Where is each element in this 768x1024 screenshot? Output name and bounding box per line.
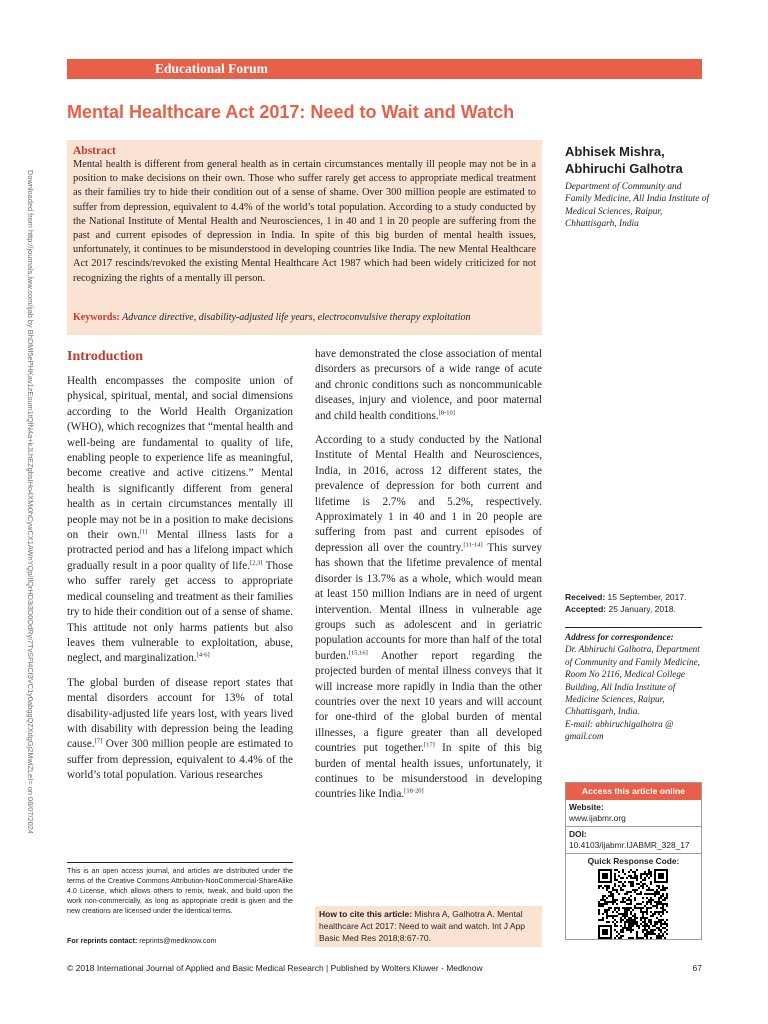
citation-ref[interactable]: [2,3]	[250, 559, 263, 567]
text-run: have demonstrated the close association of mental disorders as precursors of a wide range of acute and chronic conditions such as noncommunicable diseases, injury and violence, and poor maternal and child health conditions.	[315, 348, 542, 422]
footer-copyright: © 2018 International Journal of Applied and Basic Medical Research | Published by Wolters Kluwer - Medknow	[67, 963, 483, 973]
accepted-date	[565, 603, 715, 615]
section-bar: Educational Forum	[67, 59, 702, 79]
reprints-contact	[67, 936, 293, 946]
paragraph	[67, 676, 293, 784]
correspondence-divider	[565, 627, 702, 628]
correspondence-block	[565, 631, 705, 743]
keywords-label: Keywords:	[73, 312, 120, 323]
page-number: 67	[692, 963, 702, 973]
citation-ref[interactable]: [7]	[94, 737, 103, 745]
website-label: Website:	[569, 802, 604, 812]
reprints-email[interactable]: reprints@medknow.com	[139, 936, 217, 945]
correspondence-email[interactable]: E-mail: abhiruchigalhotra @ gmail.com	[565, 718, 674, 742]
access-online-box	[565, 782, 702, 940]
text-run: Mental illness lasts for a protracted period and has a lifelong impact which gradually result in a poor quality of life.	[67, 529, 293, 572]
website-link[interactable]: www.ijabmr.org	[569, 813, 626, 823]
paragraph	[67, 374, 293, 667]
qr-label: Quick Response Code:	[587, 856, 680, 866]
qr-code-graphic	[598, 869, 668, 939]
citation-ref[interactable]: [1]	[139, 528, 148, 536]
introduction-heading: Introduction	[67, 349, 143, 364]
website-row	[566, 800, 701, 827]
page-footer	[67, 962, 702, 974]
abstract-heading: Abstract	[73, 145, 116, 157]
citation-ref[interactable]: [17]	[423, 741, 435, 749]
text-run: Those who suffer rarely get access to appropriate medical counseling and treatment as their families try to hide their condition out of a sense of shame. This attitude not only harms patients but also leaves them vulnerable to exploitation, abuse, neglect, and marginalization.	[67, 559, 293, 665]
citation-ref[interactable]: [18-20]	[404, 787, 424, 795]
article-dates	[565, 591, 715, 615]
citation-box	[315, 906, 542, 947]
article-title: Mental Healthcare Act 2017: Need to Wait and Watch	[67, 102, 515, 122]
author-names	[565, 143, 715, 177]
left-column	[67, 348, 293, 793]
received-value: 15 September, 2017.	[607, 592, 687, 602]
text-run: According to a study conducted by the National Institute of Mental Health and Neurosciences, India, in 2016, across 12 different states, the prevalence of depression for both current and lifetime is 2.7% and 5.2%, respectively. Approximately 1 in 40 and 1 in 20 people are suffering from past and current episodes of depression all over the country.	[315, 434, 542, 554]
text-run: Another report regarding the projected burden of mental illness conveys that it will increase more rapidly in India than the other countries over the next 10 years and will account for one-third of the global burden of mental illnesses, a figure greater than all developed countries put together.	[315, 649, 542, 755]
citation-ref[interactable]: [8-10]	[438, 408, 455, 416]
download-watermark	[20, 170, 34, 860]
accepted-value: 25 January, 2018.	[608, 604, 676, 614]
text-run: This survey has shown that the lifetime prevalence of mental disorder is 13.7% as a whole, which would mean at least 150 million Indians are in need of urgent intervention. Mental illness in vulnerable age groups such as adolescent and in geriatric population accounts for more than half of the total burden.	[315, 541, 542, 662]
author-affiliation: Department of Community and Family Medicine, All India Institute of Medical Sciences, Raipur, Chhattisgarh, India	[565, 182, 710, 230]
watermark-text: Downloaded from http://journals.lww.com/ijab by BhDMf5ePHKav1zEoum1tQfN4a+kJLhEZgbsIHo4XMi0hCywCX1AWnYQp/IlQrHD3i3D0OdRyi7TvSFl4Cf3VC1y0abggQZXdgGj2MwlZLeI= on 08/07/2024	[26, 170, 35, 834]
citation-text: Mishra A, Galhotra A. Mental healthcare Act 2017: Need to wait and watch. Int J App Basic Med Res 2018;8:67-70.	[319, 909, 526, 943]
keywords-text: Advance directive, disability-adjusted life years, electroconvulsive therapy exploitation	[122, 312, 471, 323]
received-date	[565, 591, 715, 603]
text-run: The global burden of disease report states that mental disorders account for 13% of total disability-adjusted life years lost, with years lived with disability with depression being the leading cause.	[67, 676, 293, 751]
abstract-box	[67, 140, 542, 335]
accepted-label: Accepted:	[565, 604, 607, 614]
reprints-label: For reprints contact:	[67, 936, 138, 945]
paragraph	[315, 433, 542, 803]
doi-label: DOI:	[569, 829, 587, 839]
middle-column	[315, 347, 542, 812]
author-1: Abhisek Mishra,	[565, 144, 665, 159]
text-run: Health encompasses the composite union of physical, spiritual, mental, and social dimensions according to the World Health Organization (WHO), which recognizes that “mental health and well-being are fundamental to quality of life, enabling people to experience life as meaningful, become creative and active citizens.” Mental health is significantly different from general health as in certain circumstances mentally ill people may not be in a position to make decisions on their own.	[67, 375, 293, 542]
citation-label: How to cite this article:	[319, 909, 413, 919]
citation-ref[interactable]: [11-14]	[463, 541, 483, 549]
text-run: In spite of this big burden of mental health issues, unfortunately, it continues to be misunderstood in developing countries like India.	[315, 742, 542, 801]
correspondence-address: Dr. Abhiruchi Galhotra, Department of Community and Family Medicine, Room No 2116, Medical College Building, All India Institute of Medicine Sciences, Raipur, Chhattisgarh, India.	[565, 644, 700, 717]
text-run: Over 300 million people are estimated to suffer from depression, equivalent to 4.4% of the world’s total population. Various researches	[67, 738, 293, 782]
citation-ref[interactable]: [4-6]	[196, 651, 210, 659]
correspondence-label: Address for correspondence:	[565, 632, 674, 642]
license-note: This is an open access journal, and articles are distributed under the terms of the Creative Commons Attribution-NonCommercial-ShareAlike 4.0 License, which allows others to remix, tweak, and build upon the work non-commercially, as long as appropriate credit is given and the new creations are licensed under the identical terms.	[67, 867, 293, 915]
citation-ref[interactable]: [15,16]	[348, 648, 368, 656]
doi-link[interactable]: 10.4103/ijabmr.IJABMR_328_17	[569, 840, 690, 850]
received-label: Received:	[565, 592, 606, 602]
qr-code-icon[interactable]	[598, 869, 668, 939]
author-2: Abhiruchi Galhotra	[565, 161, 683, 176]
license-divider	[67, 862, 293, 863]
abstract-text: Mental health is different from general health as in certain circumstances mentally ill people may not be in a position to make decisions on their own. Those who suffer rarely get access to appropriate medical treatment as their families try to hide their condition out of a sense of shame. Over 300 million people are estimated to suffer from depression, equivalent to 4.4% of the world’s total population. According to a study conducted by the National Institute of Mental Health and Neurosciences, 1 in 40 and 1 in 20 people are suffering from the past and current episodes of depression in India. In spite of this big burden of mental health issues, unfortunately, it continues to be misunderstood in developing countries like India. The new Mental Healthcare Act 2017 rescinds/revoked the existing Mental Healthcare Act 1987 which had been widely criticized for not recognizing the rights of a mentally ill person.	[73, 159, 536, 284]
keywords	[73, 311, 543, 325]
access-heading: Access this article online	[566, 783, 701, 800]
doi-row	[566, 827, 701, 854]
paragraph	[315, 347, 542, 424]
